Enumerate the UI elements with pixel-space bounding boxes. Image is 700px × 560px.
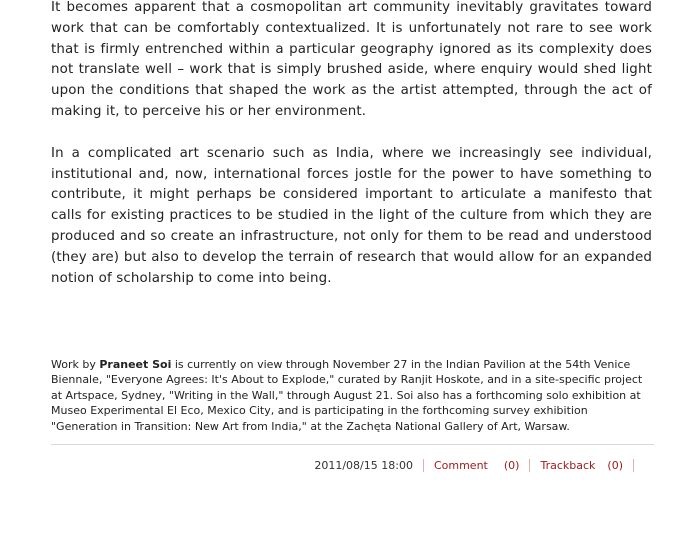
comment-label: Comment	[433, 458, 488, 472]
artist-name: Praneet Soi	[99, 358, 172, 371]
meta-separator	[529, 459, 530, 472]
trackback-count: (0)	[607, 458, 623, 472]
meta-separator	[633, 459, 634, 472]
post-divider	[51, 444, 654, 445]
artist-note	[51, 357, 652, 434]
article-paragraph-1: It becomes apparent that a cosmopolitan art community inevitably gravitates toward work that can be comfortably contextualized. It is unfortunately not rare to see work that is firmly entrenched within a particular geography ignored as its complexity does not translate well – work that is simply brushed aside, where enquiry would shed light upon the conditions that shaped the work as the artist attempted, through the act of making it, to perceive his or her environment.	[51, 0, 652, 119]
post-meta	[314, 457, 644, 473]
post-timestamp: 2011/08/15 18:00	[314, 458, 413, 472]
trackback-link[interactable]	[540, 459, 623, 472]
comment-link[interactable]	[434, 459, 520, 472]
article-body	[51, 0, 652, 289]
article-paragraph-2: In a complicated art scenario such as India, where we increasingly see individual, institutional and, now, international forces jostle for the power to have something to contribute, it might perhaps be considered important to articulate a manifesto that calls for existing practices to be studied in the light of the culture from which they are produced and so create an infrastructure, not only for them to be read and understood (they are) but also to develop the terrain of research that would allow for an expanded notion of scholarship to come into being.	[51, 145, 652, 286]
meta-separator	[423, 459, 424, 472]
trackback-label: Trackback	[540, 458, 596, 472]
artist-note-text: is currently on view through November 27 in the Indian Pavilion at the 54th Venice Biennale, "Everyone Agrees: It's About to Explode," curated by Ranjit Hoskote, and in a site-specific project at Artspace, Sydney, "Writing in the Wall," through August 21. Soi also has a forthcoming solo exhibition at Museo Experimental El Eco, Mexico City, and is participating in the forthcoming survey exhibition "Generation in Transition: New Art from India," at the Zachęta National Gallery of Art, Warsaw.	[51, 358, 643, 433]
comment-count: (0)	[503, 458, 520, 472]
artist-note-prefix: Work by	[51, 358, 100, 371]
